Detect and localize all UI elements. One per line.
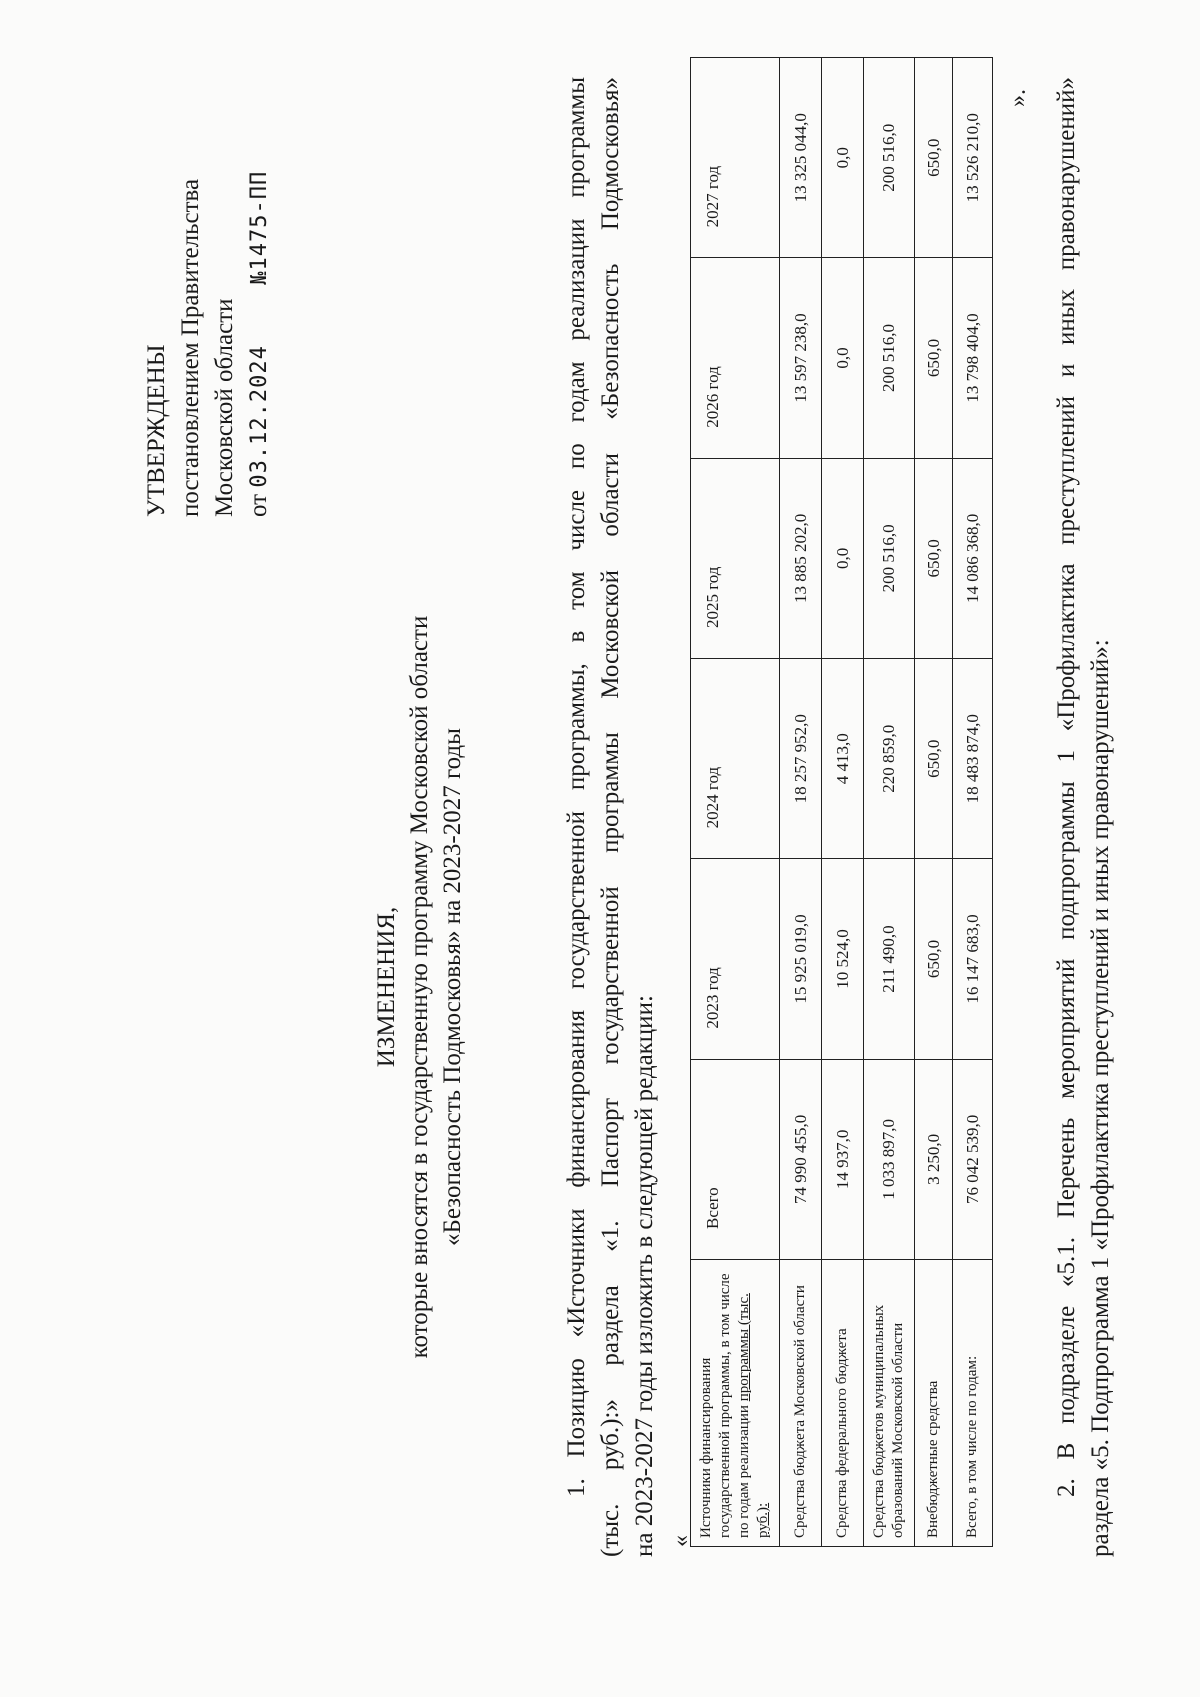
heading-line-2: «Безопасность Подмосковья» на 2023-2027 годы [439, 728, 466, 1246]
approval-line-2: Московской области [211, 298, 238, 517]
cell-2024: 18 257 952,0 [780, 659, 822, 859]
table-row [780, 58, 822, 1547]
header-2023: 2023 год [691, 859, 780, 1059]
opening-quote: « [668, 1535, 694, 1547]
financing-table [690, 57, 993, 1547]
cell-2025: 0,0 [822, 458, 864, 658]
cell-2024: 220 859,0 [864, 659, 915, 859]
row-source: Средства бюджетов муниципальных образований Московской области [864, 1260, 915, 1547]
cell-total: 14 937,0 [822, 1059, 864, 1259]
cell-2023: 15 925 019,0 [780, 859, 822, 1059]
cell-2026: 0,0 [822, 258, 864, 458]
table-total-row [953, 58, 993, 1547]
item-1-line-2: (тыс. руб.):» раздела «1. Паспорт государственной программы Московской области «Безопасность Подмосковья» [597, 77, 624, 1557]
row-source: Средства бюджета Московской области [780, 1260, 822, 1547]
heading-line-1: которые вносятся в государственную программу Московской области [406, 615, 433, 1359]
header-2024: 2024 год [691, 659, 780, 859]
cell-2025: 14 086 368,0 [953, 458, 993, 658]
cell-2024: 4 413,0 [822, 659, 864, 859]
cell-total: 76 042 539,0 [953, 1059, 993, 1259]
approval-title: УТВЕРЖДЕНЫ [143, 344, 170, 517]
header-2025: 2025 год [691, 458, 780, 658]
item-1-line-1: 1. Позицию «Источники финансирования государственной программы, в том числе по годам реализации программы [563, 77, 590, 1497]
cell-2027: 0,0 [822, 58, 864, 258]
cell-total: 1 033 897,0 [864, 1059, 915, 1259]
cell-2026: 13 597 238,0 [780, 258, 822, 458]
row-source: Всего, в том числе по годам: [953, 1260, 993, 1547]
row-source: Внебюджетные средства [915, 1260, 953, 1547]
cell-2023: 10 524,0 [822, 859, 864, 1059]
cell-2024: 650,0 [915, 659, 953, 859]
item-1-paragraph [560, 77, 662, 1557]
cell-2027: 13 526 210,0 [953, 58, 993, 258]
header-2026: 2026 год [691, 258, 780, 458]
cell-2027: 200 516,0 [864, 58, 915, 258]
row-source: Средства федерального бюджета [822, 1260, 864, 1547]
header-total: Всего [691, 1059, 780, 1259]
cell-total: 74 990 455,0 [780, 1059, 822, 1259]
approval-line-1: постановлением Правительства [177, 178, 204, 517]
item-2-line-1: 2. В подразделе «5.1. Перечень мероприятий подпрограммы 1 «Профилактика преступлений и иных правонарушений» [1053, 77, 1080, 1497]
table-row [915, 58, 953, 1547]
document-heading [370, 277, 469, 1697]
cell-2026: 13 798 404,0 [953, 258, 993, 458]
cell-2025: 13 885 202,0 [780, 458, 822, 658]
approval-date: 03.12.2024 [247, 345, 272, 488]
cell-2026: 200 516,0 [864, 258, 915, 458]
approval-number: №1475-ПП [247, 170, 272, 285]
cell-2024: 18 483 874,0 [953, 659, 993, 859]
header-source-text: Источники финансирования государственной программы, в том числе по годам реализации [698, 1273, 752, 1538]
header-source-underlined: программы (тыс. руб.): [736, 1293, 771, 1538]
approval-block [140, 171, 277, 517]
heading-title: ИЗМЕНЕНИЯ, [373, 906, 400, 1068]
closing-quote: ». [1005, 89, 1031, 107]
table-row [864, 58, 915, 1547]
cell-2023: 211 490,0 [864, 859, 915, 1059]
header-source-cell [691, 1260, 780, 1547]
item-2-line-2: раздела «5. Подпрограмма 1 «Профилактика преступлений и иных правонарушений»: [1087, 639, 1114, 1557]
cell-2026: 650,0 [915, 258, 953, 458]
cell-2023: 650,0 [915, 859, 953, 1059]
approval-date-line [242, 171, 277, 517]
cell-2027: 650,0 [915, 58, 953, 258]
cell-2027: 13 325 044,0 [780, 58, 822, 258]
cell-total: 3 250,0 [915, 1059, 953, 1259]
approval-date-prefix: от [245, 493, 272, 517]
item-2-paragraph [1050, 77, 1118, 1557]
item-1-line-3: на 2023-2027 годы изложить в следующей редакции: [631, 995, 658, 1557]
cell-2025: 650,0 [915, 458, 953, 658]
cell-2023: 16 147 683,0 [953, 859, 993, 1059]
cell-2025: 200 516,0 [864, 458, 915, 658]
table-row [822, 58, 864, 1547]
header-2027: 2027 год [691, 58, 780, 258]
table-header-row [691, 58, 780, 1547]
